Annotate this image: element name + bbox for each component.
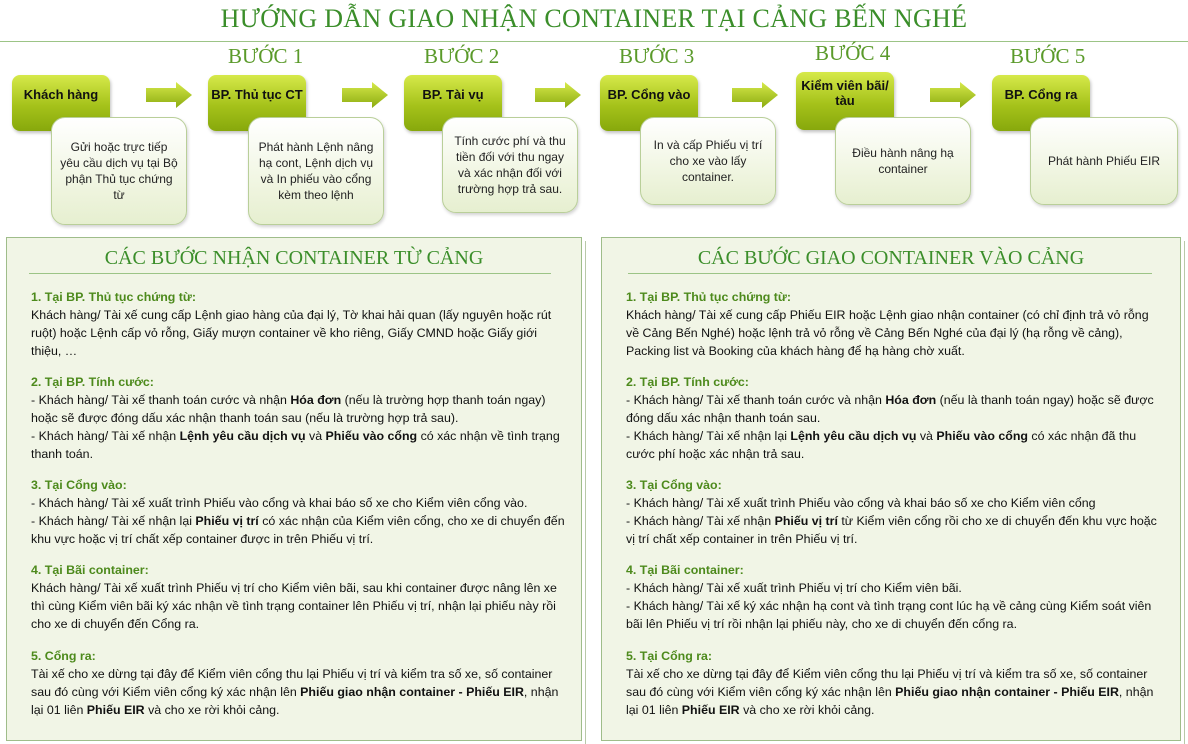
section-heading: 3. Tại Cổng vào: (626, 478, 722, 492)
step-label-3: BƯỚC 3 (619, 44, 695, 68)
step-label-4: BƯỚC 4 (815, 41, 891, 65)
section-body: - Khách hàng/ Tài xế nhận Lệnh yêu cầu dịch vụ và Phiếu vào cổng có xác nhận về tình trạng thanh toán. (31, 429, 560, 461)
section-heading: 2. Tại BP. Tính cước: (31, 375, 154, 389)
step-box-khach-hang: Khách hàng (12, 75, 110, 131)
arrow-right-icon (732, 82, 778, 108)
step-desc-6: Phát hành Phiếu EIR (1030, 117, 1178, 205)
step-label-2: BƯỚC 2 (424, 44, 500, 68)
section-heading: 4. Tại Bãi container: (31, 563, 149, 577)
section-body: - Khách hàng/ Tài xế xuất trình Phiếu vị trí cho Kiểm viên bãi. (626, 581, 962, 595)
left-section-5 (31, 647, 565, 719)
section-body: Khách hàng/ Tài xế xuất trình Phiếu vị trí cho Kiểm viên bãi, sau khi container được nâng lên xe thì cùng Kiểm viên bãi ký xác nhận về tình trạng container lên Phiếu vị trí, nhận lại phiếu này rồi cho xe di chuyển đến Cổng ra. (31, 581, 557, 631)
section-body: - Khách hàng/ Tài xế nhận lại Phiếu vị trí có xác nhận của Kiểm viên cổng, cho xe di chuyển đến khu vực hoặc vị trí chất xếp container được in trên Phiếu vị trí. (31, 514, 565, 546)
step-box-kiem-vien-bai: Kiểm viên bãi/ tàu (796, 72, 894, 130)
section-heading: 1. Tại BP. Thủ tục chứng từ: (31, 290, 197, 304)
section-body: Tài xế cho xe dừng tại đây để Kiểm viên cổng thu lại Phiếu vị trí và kiểm tra số xe, số container sau đó cùng với Kiểm viên cổng ký xác nhận lên Phiếu giao nhận container - Phiếu EIR, nhận lại 01 liên Phiếu EIR và cho xe rời khỏi cảng. (31, 667, 559, 717)
right-section-5 (626, 647, 1164, 719)
section-body: - Khách hàng/ Tài xế xuất trình Phiếu vào cổng và khai báo số xe cho Kiểm viên cổng vào. (31, 496, 528, 510)
step-desc-3: Tính cước phí và thu tiền đối với thu ngay và xác nhận đối với trường hợp trả sau. (442, 117, 578, 213)
section-heading: 5. Cổng ra: (31, 649, 96, 663)
step-box-cong-ra: BP. Cổng ra (992, 75, 1090, 131)
left-section-3 (31, 476, 565, 548)
right-section-4 (626, 561, 1164, 633)
section-body: - Khách hàng/ Tài xế thanh toán cước và nhận Hóa đơn (nếu là thanh toán ngay) hoặc sẽ được đóng dấu xác nhận thanh toán sau. (626, 393, 1154, 425)
section-body: Khách hàng/ Tài xế cung cấp Phiếu EIR hoặc Lệnh giao nhận container (có chỉ định trả vỏ rỗng về Cảng Bến Nghé) hoặc lệnh trả vỏ rỗng về Cảng Bến Nghé của đại lý (hạ rỗng về cảng), Packing list và Booking của khách hàng để hạ hàng chờ xuất. (626, 308, 1149, 358)
right-panel-deliver (601, 237, 1181, 741)
page-title: HƯỚNG DẪN GIAO NHẬN CONTAINER TẠI CẢNG BẾN NGHÉ (220, 4, 968, 33)
step-box-thu-tuc-ct: BP. Thủ tục CT (208, 75, 306, 131)
section-heading: 3. Tại Cổng vào: (31, 478, 127, 492)
section-heading: 4. Tại Bãi container: (626, 563, 744, 577)
section-body: - Khách hàng/ Tài xế xuất trình Phiếu vào cổng và khai báo số xe cho Kiểm viên cổng (626, 496, 1096, 510)
right-panel-divider (628, 273, 1152, 274)
right-panel-title: CÁC BƯỚC GIAO CONTAINER VÀO CẢNG (697, 247, 1085, 269)
section-body: - Khách hàng/ Tài xế thanh toán cước và nhận Hóa đơn (nếu là trường hợp thanh toán ngay) hoặc sẽ được đóng dấu xác nhận thanh toán sau (nếu là trường hợp trả sau). (31, 393, 546, 425)
section-body: Khách hàng/ Tài xế cung cấp Lệnh giao hàng của đại lý, Tờ khai hải quan (lấy nguyên hoặc rút ruột) hoặc Lệnh cấp vỏ rỗng, Giấy mượn container về kho riêng, Giấy CMND hoặc Giấy giới thiệu, … (31, 308, 552, 358)
section-body: Tài xế cho xe dừng tại đây để Kiểm viên cổng thu lại Phiếu vị trí và kiểm tra số xe, số container sau đó cùng với Kiểm viên cổng ký xác nhận lên Phiếu giao nhận container - Phiếu EIR, nhận lại 01 liên Phiếu EIR và cho xe rời khỏi cảng. (626, 667, 1154, 717)
step-label-5: BƯỚC 5 (1010, 44, 1086, 68)
left-panel-receive (6, 237, 582, 741)
left-panel-title: CÁC BƯỚC NHẬN CONTAINER TỪ CẢNG (104, 247, 484, 269)
left-panel-divider (29, 273, 551, 274)
left-section-4 (31, 561, 565, 633)
left-section-1 (31, 288, 565, 360)
step-box-tai-vu: BP. Tài vụ (404, 75, 502, 131)
arrow-right-icon (146, 82, 192, 108)
right-section-2 (626, 373, 1164, 463)
step-desc-1: Gửi hoặc trực tiếp yêu cầu dịch vụ tại Bộ phận Thủ tục chứng từ (51, 117, 187, 225)
section-heading: 2. Tại BP. Tính cước: (626, 375, 749, 389)
step-box-cong-vao: BP. Cổng vào (600, 75, 698, 131)
arrow-right-icon (535, 82, 581, 108)
section-body: - Khách hàng/ Tài xế nhận Phiếu vị trí từ Kiểm viên cổng rồi cho xe di chuyển đến khu vực hoặc vị trí chất xếp container in trên Phiếu vị trí. (626, 514, 1157, 546)
step-label-1: BƯỚC 1 (228, 44, 304, 68)
right-section-3 (626, 476, 1164, 548)
left-section-2 (31, 373, 565, 463)
arrow-right-icon (930, 82, 976, 108)
section-body: - Khách hàng/ Tài xế ký xác nhận hạ cont và tình trạng cont lúc hạ về cảng cùng Kiểm soát viên bãi lên Phiếu vị trí rồi nhận lại phiếu này, cho xe di chuyển đến cổng ra. (626, 599, 1152, 631)
right-section-1 (626, 288, 1164, 360)
section-body: - Khách hàng/ Tài xế nhận lại Lệnh yêu cầu dịch vụ và Phiếu vào cổng có xác nhận đã thu cước phí hoặc xác nhận trả sau. (626, 429, 1137, 461)
arrow-right-icon (342, 82, 388, 108)
step-desc-4: In và cấp Phiếu vị trí cho xe vào lấy container. (640, 117, 776, 205)
title-divider (0, 41, 1188, 42)
section-heading: 5. Tại Cổng ra: (626, 649, 713, 663)
step-desc-2: Phát hành Lệnh nâng hạ cont, Lệnh dịch vụ và In phiếu vào cổng kèm theo lệnh (248, 117, 384, 225)
section-heading: 1. Tại BP. Thủ tục chứng từ: (626, 290, 792, 304)
step-desc-5: Điều hành nâng hạ container (835, 117, 971, 205)
